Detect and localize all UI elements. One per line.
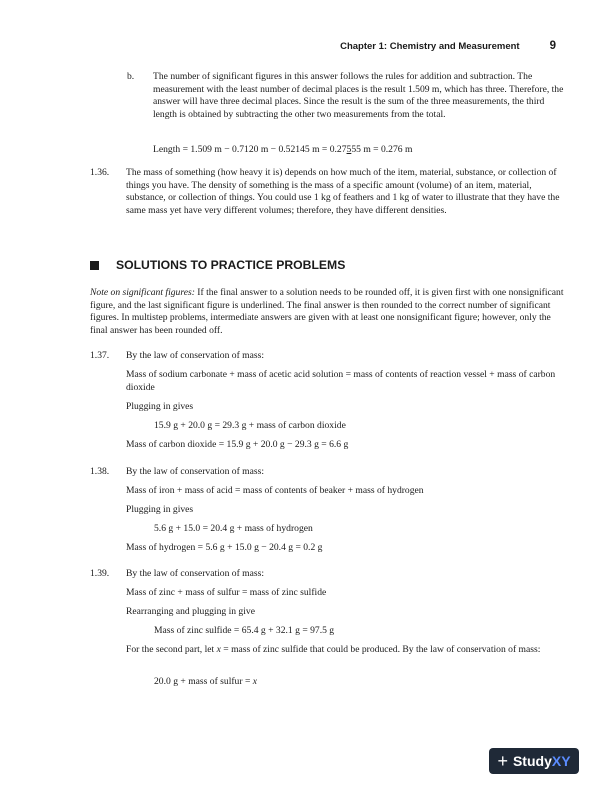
equation-2: Mass of hydrogen = 5.6 g + 15.0 g − 20.4 g = 0.2 g [126, 542, 323, 553]
problem-intro: By the law of conservation of mass: [126, 350, 265, 361]
part-b-explanation: The number of significant figures in this answer follows the rules for addition and subtraction. The measurement with the least number of decimal places is the result 1.509 m, which has three. Therefore, the answer will have three decimal places. Since the result is the sum of the three measurements, the third length is obtained by subtracting the other two measurements from the total. [153, 71, 564, 120]
equation-1: 15.9 g + 20.0 g = 29.3 g + mass of carbon dioxide [154, 420, 346, 431]
length-equation-start: Length = 1.509 m − 0.7120 m − 0.52145 m = 0.27 [153, 144, 347, 155]
equation-2 [154, 676, 257, 689]
note-text: If the final answer to a solution needs to be rounded off, it is given first with one nonsignificant figure, and the last significant figure is underlined. The final answer is then rounded to the correct number of significant figures. In multistep problems, intermediate answers are given with at least one nonsignificant figure; however, only the final answer has been rounded off. [90, 287, 564, 336]
part-label: b. [127, 71, 135, 82]
problem-number: 1.36. [90, 167, 110, 178]
problem-number: 1.37. [90, 350, 110, 361]
note-label: Note on significant figures: [90, 287, 195, 298]
running-header [340, 40, 556, 52]
equation-1: 5.6 g + 15.0 = 20.4 g + mass of hydrogen [154, 523, 313, 534]
brand-prefix: Study [512, 753, 552, 769]
studyxy-badge[interactable] [489, 748, 579, 774]
mass-relation: Mass of sodium carbonate + mass of acetic acid solution = mass of contents of reaction vessel + mass of carbon dioxide [126, 369, 556, 393]
length-equation [153, 144, 565, 157]
section-title: SOLUTIONS TO PRACTICE PROBLEMS [116, 258, 346, 272]
underlined-significant-digit: 5 [346, 144, 352, 155]
page-number: 9 [549, 40, 556, 52]
rearranging-label: Rearranging and plugging in give [126, 606, 255, 617]
problem-intro: By the law of conservation of mass: [126, 466, 265, 477]
second-part-start: For the second part, let [126, 644, 217, 655]
problem-intro: By the law of conservation of mass: [126, 568, 265, 579]
section-heading [90, 258, 345, 272]
problem-1-36-text: The mass of something (how heavy it is) depends on how much of the item, material, substance, or collection of things you have. The density of something is the mass of a specific amount (volume) of an item, material, substance, or collection of things. You could use 1 kg of feathers and 1 kg of water to illustrate that they have the same mass yet have very different volumes; therefore, they have different densities. [126, 167, 560, 216]
plugging-label: Plugging in gives [126, 401, 194, 412]
mass-relation: Mass of iron + mass of acid = mass of contents of beaker + mass of hydrogen [126, 485, 424, 496]
problem-number: 1.39. [90, 568, 110, 579]
equation-2-start: 20.0 g + mass of sulfur = [154, 676, 253, 687]
equation-1: Mass of zinc sulfide = 65.4 g + 32.1 g = 97.5 g [154, 625, 335, 636]
plus-icon: + [497, 751, 508, 771]
variable-x: x [252, 676, 258, 687]
problem-number: 1.38. [90, 466, 110, 477]
variable-x: x [216, 644, 221, 655]
length-equation-end: 55 m = 0.276 m [351, 144, 413, 155]
second-part-end: = mass of zinc sulfide that could be produced. By the law of conservation of mass: [220, 644, 541, 655]
chapter-title: Chapter 1: Chemistry and Measurement [340, 41, 520, 52]
mass-relation: Mass of zinc + mass of sulfur = mass of zinc sulfide [126, 587, 327, 598]
equation-2: Mass of carbon dioxide = 15.9 g + 20.0 g − 29.3 g = 6.6 g [126, 439, 349, 450]
square-bullet-icon [90, 261, 99, 270]
significant-figures-note [90, 287, 570, 337]
brand-suffix: XY [551, 753, 571, 769]
second-part-text [126, 644, 566, 657]
plugging-label: Plugging in gives [126, 504, 194, 515]
